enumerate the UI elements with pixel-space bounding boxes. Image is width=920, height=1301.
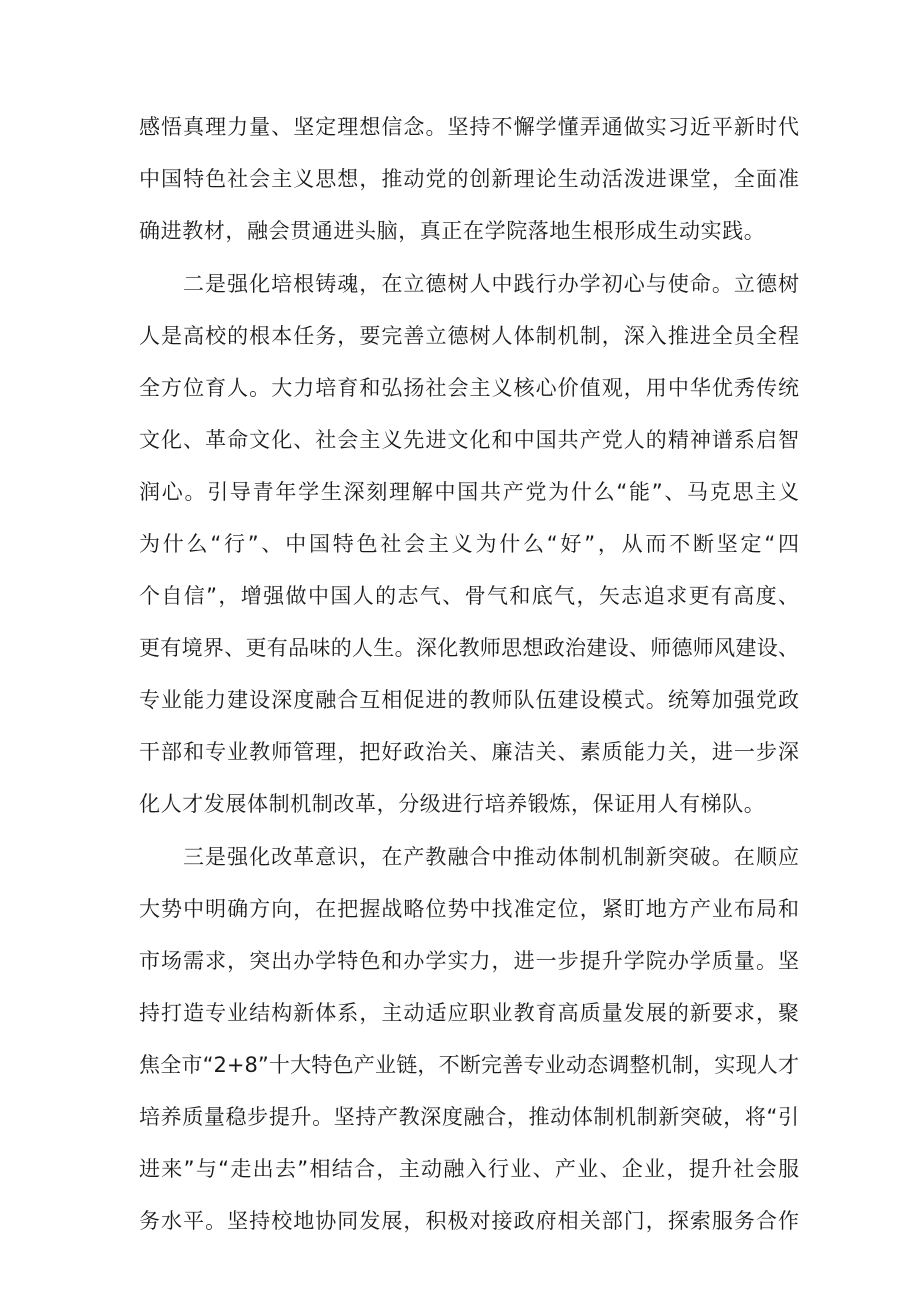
text-line: 干部和专业教师管理，把好政治关、廉洁关、素质能力关，进一步深	[139, 740, 799, 764]
text-line: 持打造专业结构新体系，主动适应职业教育高质量发展的新要求，聚	[139, 1001, 799, 1025]
text-line: 中国特色社会主义思想，推动党的创新理论生动活泼进课堂，全面准	[139, 167, 799, 191]
paragraph-start-line: 二是强化培根铸魂，在立德树人中践行办学初心与使命。立德树	[183, 272, 799, 296]
text-line: 全方位育人。大力培育和弘扬社会主义核心价值观，用中华优秀传统	[139, 376, 799, 400]
text-line: 人是高校的根本任务，要完善立德树人体制机制，深入推进全员全程	[139, 324, 799, 348]
text-line: 感悟真理力量、坚定理想信念。坚持不懈学懂弄通做实习近平新时代	[139, 115, 799, 139]
paragraph-start-line: 三是强化改革意识，在产教融合中推动体制机制新突破。在顺应	[183, 845, 799, 869]
text-line: 培养质量稳步提升。坚持产教深度融合，推动体制机制新突破，将“引	[139, 1105, 799, 1129]
text-line: 文化、革命文化、社会主义先进文化和中国共产党人的精神谱系启智	[139, 428, 799, 452]
text-line: 进来”与“走出去”相结合，主动融入行业、产业、企业，提升社会服	[139, 1157, 799, 1181]
text-line: 为什么“行”、中国特色社会主义为什么“好”，从而不断坚定“四	[139, 532, 799, 556]
text-line: 市场需求，突出办学特色和办学实力，进一步提升学院办学质量。坚	[139, 949, 799, 973]
text-line: 个自信”，增强做中国人的志气、骨气和底气，矢志追求更有高度、	[139, 584, 799, 608]
text-line: 务水平。坚持校地协同发展，积极对接政府相关部门，探索服务合作	[139, 1209, 799, 1233]
text-line: 专业能力建设深度融合互相促进的教师队伍建设模式。统筹加强党政	[139, 688, 799, 712]
text-line: 确进教材，融会贯通进头脑，真正在学院落地生根形成生动实践。	[139, 219, 766, 243]
text-line: 化人才发展体制机制改革，分级进行培养锻炼，保证用人有梯队。	[139, 792, 766, 816]
text-line: 焦全市“2+8”十大特色产业链，不断完善专业动态调整机制，实现人才	[139, 1053, 799, 1077]
text-line: 大势中明确方向，在把握战略位势中找准定位，紧盯地方产业布局和	[139, 897, 799, 921]
text-line: 润心。引导青年学生深刻理解中国共产党为什么“能”、马克思主义	[139, 480, 799, 504]
text-line: 更有境界、更有品味的人生。深化教师思想政治建设、师德师风建设、	[139, 636, 799, 660]
